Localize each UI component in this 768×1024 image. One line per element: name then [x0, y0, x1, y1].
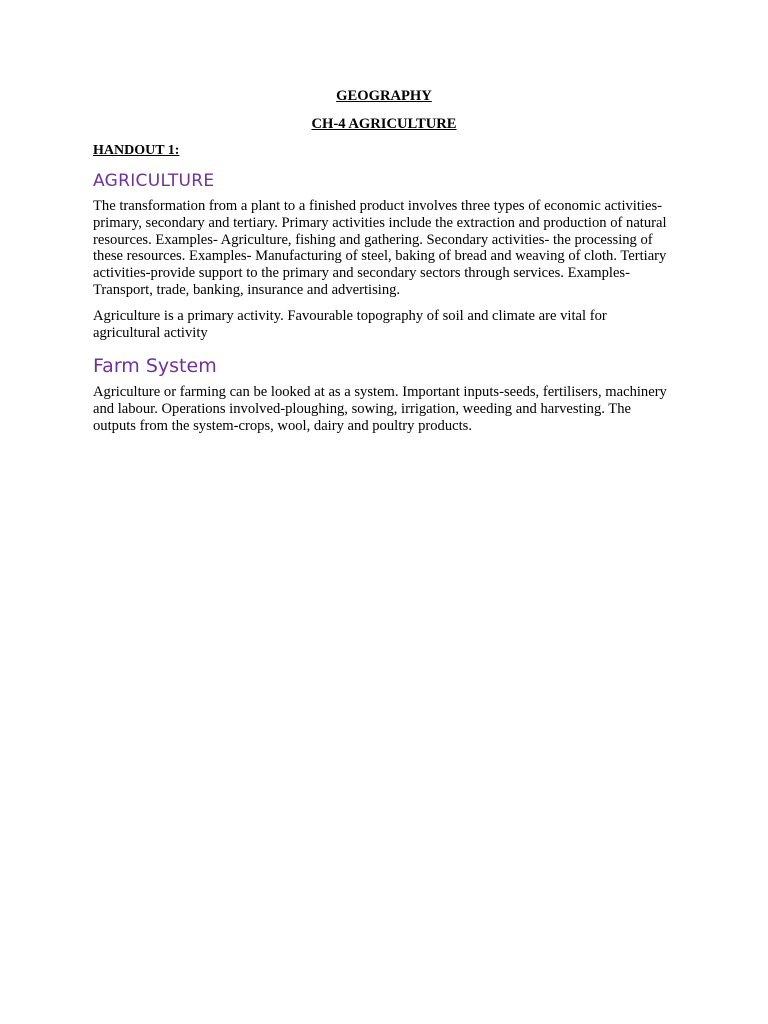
handout-label: HANDOUT 1: — [93, 143, 180, 158]
paragraph-farm-system: Agriculture or farming can be looked at as a system. Important inputs-seeds, fertilisers, machinery and labour. Operations involved-ploughing, sowing, irrigation, weeding and harvesting. The outputs from the system-crops, wool, dairy and poultry products. — [93, 384, 667, 434]
chapter-title: CH-4 AGRICULTURE — [311, 116, 457, 132]
paragraph-primary-activity: Agriculture is a primary activity. Favourable topography of soil and climate are vital for agricultural activity — [93, 307, 607, 341]
section-heading-agriculture: AGRICULTURE — [93, 171, 215, 191]
subject-title: GEOGRAPHY — [336, 88, 432, 104]
paragraph-economic-activities: The transformation from a plant to a finished product involves three types of economic activities-primary, secondary and tertiary. Primary activities include the extraction and production of natural resources. Examples- Agriculture, fishing and gathering. Secondary activities- the processing of these resources. Examples- Manufacturing of steel, baking of bread and weaving of cloth. Tertiary activities-provide support to the primary and secondary sectors through services. Examples- Transport, trade, banking, insurance and advertising. — [93, 198, 667, 298]
section-heading-farm-system: Farm System — [93, 355, 217, 378]
document-page — [93, 86, 675, 435]
